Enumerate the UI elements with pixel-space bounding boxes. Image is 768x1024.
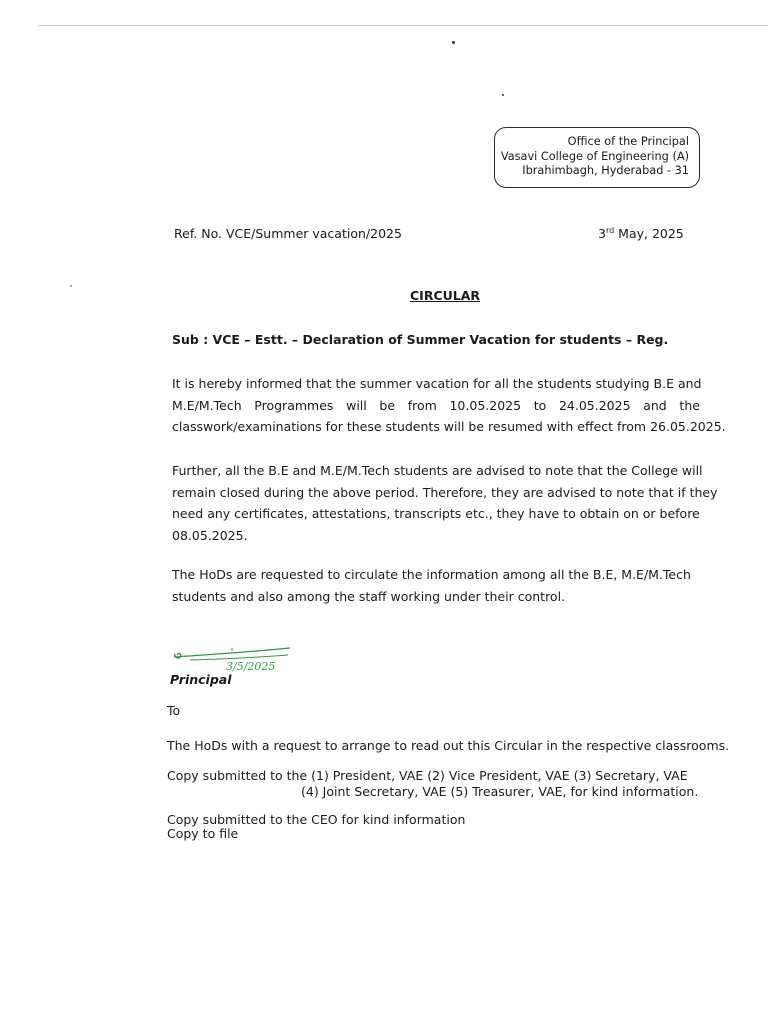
paragraph-hods-request xyxy=(172,564,691,607)
paragraph-line: need any certificates, attestations, transcripts etc., they have to obtain on or before xyxy=(172,506,700,521)
circular-date xyxy=(598,226,684,241)
paragraph-word: will xyxy=(346,397,367,413)
office-line-3: Ibrahimbagh, Hyderabad - 31 xyxy=(522,164,689,177)
to-recipients: The HoDs with a request to arrange to read out this Circular in the respective classrooms. xyxy=(167,738,730,753)
paragraph-line: It is hereby informed that the summer vacation for all the students studying B.E and xyxy=(172,376,702,391)
paragraph-college-closed xyxy=(172,460,718,546)
office-address-box xyxy=(494,127,700,188)
circular-title: CIRCULAR xyxy=(410,288,481,303)
date-day: 3 xyxy=(598,226,606,241)
date-rest: May, 2025 xyxy=(614,226,684,241)
scan-edge-line xyxy=(38,25,768,26)
reference-number: Ref. No. VCE/Summer vacation/2025 xyxy=(174,226,402,241)
handwritten-signature xyxy=(170,640,300,674)
paragraph-line: students and also among the staff working under their control. xyxy=(172,588,566,604)
paragraph-line: Further, all the B.E and M.E/M.Tech students are advised to note that the College will xyxy=(172,463,703,478)
signatory-title: Principal xyxy=(170,672,232,687)
paragraph-word: be xyxy=(379,397,396,413)
office-line-1: Office of the Principal xyxy=(567,135,689,148)
office-line-2: Vasavi College of Engineering (A) xyxy=(500,149,689,163)
copy-submitted-ceo: Copy submitted to the CEO for kind information xyxy=(167,812,466,827)
paragraph-line: classwork/examinations for these students will be resumed with effect from 26.05.2025. xyxy=(172,419,726,434)
paragraph-line: The HoDs are requested to circulate the information among all the B.E, M.E/M.Tech xyxy=(172,567,691,582)
signature-date-note: 3/5/2025 xyxy=(226,660,276,673)
paragraph-word: 24.05.2025 xyxy=(558,397,631,413)
scan-speck xyxy=(452,41,455,44)
copy-submitted-vae-line-2: (4) Joint Secretary, VAE (5) Treasurer, VAE, for kind information. xyxy=(301,784,699,799)
scan-speck xyxy=(70,285,72,287)
copy-to-file: Copy to file xyxy=(167,826,239,841)
scan-speck xyxy=(502,94,504,96)
date-suffix: rd xyxy=(605,226,615,235)
paragraph-word: 10.05.2025 xyxy=(449,397,522,413)
paragraph-line: remain closed during the above period. Therefore, they are advised to note that if they xyxy=(172,484,718,500)
paragraph-word: from xyxy=(407,397,437,413)
paragraph-word: and xyxy=(643,397,667,413)
paragraph-vacation-dates xyxy=(172,373,726,438)
paragraph-word: the xyxy=(679,397,700,413)
circular-subject: Sub : VCE – Estt. – Declaration of Summer Vacation for students – Reg. xyxy=(172,332,669,347)
paragraph-line: 08.05.2025. xyxy=(172,527,248,543)
paragraph-word: M.E/M.Tech xyxy=(172,397,242,413)
copy-submitted-vae-line-1: Copy submitted to the (1) President, VAE (2) Vice President, VAE (3) Secretary, VAE xyxy=(167,768,688,783)
to-label: To xyxy=(167,703,181,718)
paragraph-line-justified xyxy=(172,395,700,417)
paragraph-word: Programmes xyxy=(254,397,334,413)
paragraph-word: to xyxy=(533,397,547,413)
